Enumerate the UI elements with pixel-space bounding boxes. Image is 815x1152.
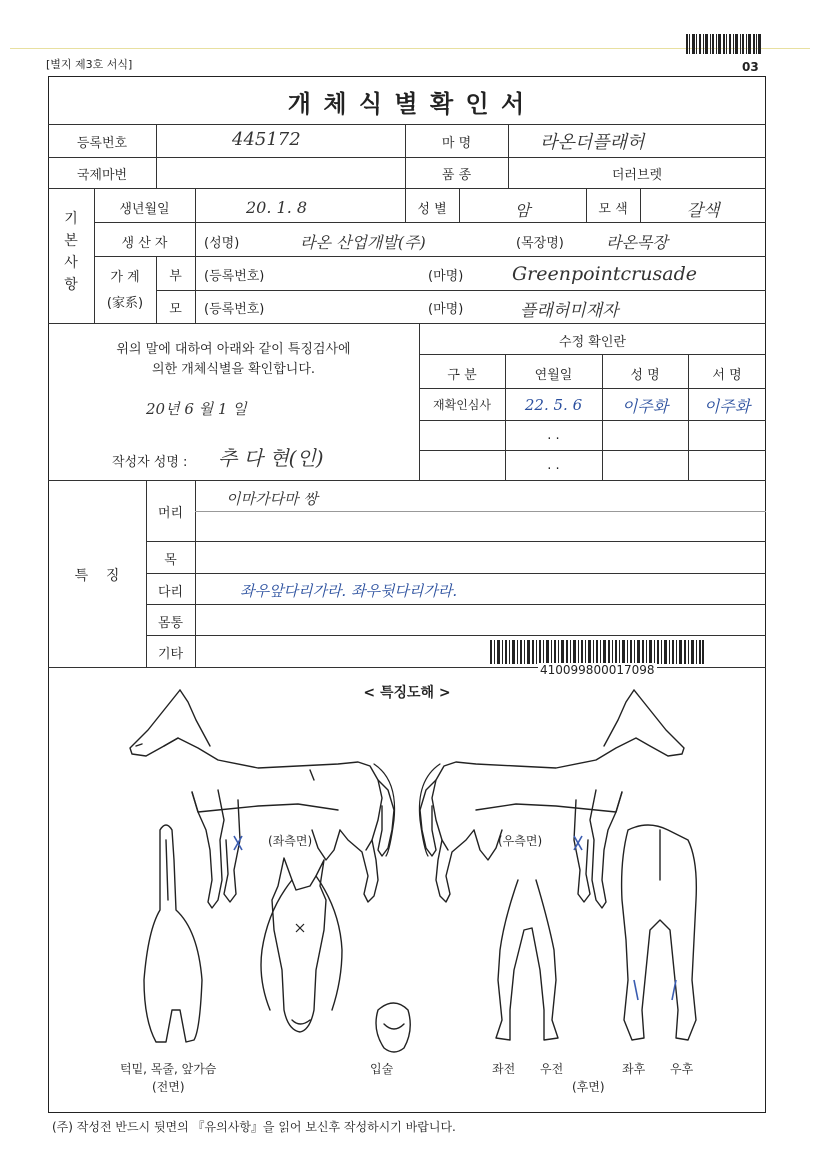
reg-no-label: 등록번호 — [76, 136, 128, 151]
confirm-text-2: 의한 개체식별을 확인합니다. — [151, 362, 316, 377]
legs-label: 다리 — [157, 585, 184, 600]
revision-row-type: 재확인심사 — [433, 398, 491, 412]
intl-name-label: 국제마번 — [76, 168, 128, 183]
front-head-view — [261, 858, 342, 1032]
horse-diagram — [48, 680, 766, 1090]
sex-value: 암 — [514, 201, 531, 220]
lips-view — [376, 1003, 410, 1052]
sire-reg-label: (등록번호) — [204, 269, 265, 284]
body-label: 몸통 — [157, 616, 184, 631]
front-legs-view — [496, 880, 558, 1040]
front-left-label: 좌전 — [492, 1062, 516, 1076]
front-right-label: 우전 — [540, 1062, 564, 1076]
left-side-label: (좌측면) — [268, 834, 313, 848]
revision-row-date: . . — [547, 458, 560, 473]
farm-value: 라온목장 — [606, 233, 668, 252]
head-label: 머리 — [157, 506, 184, 521]
lineage-label: 가 계 — [110, 270, 140, 285]
sire-name-value: Greenpointcrusade — [512, 263, 697, 285]
horse-name-value: 라온더플래허 — [540, 132, 645, 153]
revision-row-sign: 이주화 — [703, 397, 751, 416]
dam-name-label: (마명) — [428, 302, 464, 317]
rear-left-label: 좌후 — [622, 1062, 646, 1076]
color-label: 모 색 — [598, 202, 628, 217]
breed-value: 더러브렛 — [611, 168, 663, 183]
revision-col-sign: 서 명 — [712, 368, 742, 383]
top-barcode — [686, 34, 761, 54]
form-label: [별지 제3호 서식] — [46, 58, 133, 71]
front-view-label: (전면) — [152, 1080, 185, 1094]
revision-col-date: 연월일 — [534, 368, 573, 383]
diagram-title: < 특징도해 > — [363, 685, 451, 701]
revision-title: 수정 확인란 — [559, 335, 626, 350]
lips-caption: 입술 — [370, 1062, 394, 1076]
rear-view — [622, 825, 697, 1040]
neck-label: 목 — [164, 553, 177, 568]
right-side-horse — [419, 690, 684, 908]
page-title: 개 체 식 별 확 인 서 — [287, 90, 527, 118]
producer-name-label: (성명) — [204, 236, 240, 251]
sire-name-label: (마명) — [428, 269, 464, 284]
confirm-date: 20년 6 월 1 일 — [146, 400, 247, 418]
other-label: 기타 — [157, 647, 184, 662]
left-side-horse — [130, 690, 394, 908]
producer-name-value: 라온 산업개발(주) — [300, 233, 426, 252]
revision-row-date: 22. 5. 6 — [524, 396, 583, 414]
birth-label: 생년월일 — [119, 202, 170, 217]
legs-value: 좌우앞다리가라. 좌우뒷다리가라. — [240, 582, 458, 600]
rear-right-label: 우후 — [670, 1062, 694, 1076]
head-value: 이마가다마 쌍 — [226, 490, 318, 508]
breed-label: 품 종 — [441, 168, 472, 183]
horse-name-label: 마 명 — [441, 136, 472, 151]
sire-label: 부 — [169, 269, 182, 284]
barcode-number: 410099800017098 — [540, 663, 655, 677]
birth-value: 20. 1. 8 — [246, 198, 308, 217]
confirm-text-1: 위의 말에 대하여 아래와 같이 특징검사에 — [116, 342, 351, 357]
writer-value: 추 다 현(인) — [218, 446, 324, 470]
revision-col-type: 구 분 — [447, 368, 477, 383]
reg-no-value: 445172 — [232, 129, 301, 150]
right-side-label: (우측면) — [498, 834, 543, 848]
lineage-label-hanja: (家系) — [106, 296, 144, 311]
revision-row-name: 이주화 — [621, 397, 669, 416]
features-section-label: 특 징 — [74, 568, 120, 584]
front-neck-view — [144, 825, 202, 1042]
page-number: 03 — [742, 60, 759, 74]
dam-name-value: 플래허미재자 — [520, 301, 619, 321]
producer-label: 생 산 자 — [121, 236, 168, 251]
dam-reg-label: (등록번호) — [204, 302, 265, 317]
front-caption: 턱밑, 목줄, 앞가슴 — [120, 1062, 217, 1076]
feature-barcode — [490, 640, 704, 664]
color-value: 갈색 — [686, 201, 720, 221]
revision-row-date: . . — [547, 428, 560, 443]
dam-label: 모 — [169, 302, 182, 317]
farm-label: (목장명) — [516, 236, 564, 251]
basic-section-label: 기 본 사 항 — [64, 211, 78, 293]
sex-label: 성 별 — [417, 202, 447, 217]
writer-label: 작성자 성명 : — [112, 455, 188, 470]
rear-view-label: (후면) — [572, 1080, 605, 1094]
footer-note: (주) 작성전 반드시 뒷면의 『유의사항』을 읽어 보신후 작성하시기 바랍니다. — [52, 1120, 456, 1134]
revision-col-name: 성 명 — [630, 368, 660, 383]
